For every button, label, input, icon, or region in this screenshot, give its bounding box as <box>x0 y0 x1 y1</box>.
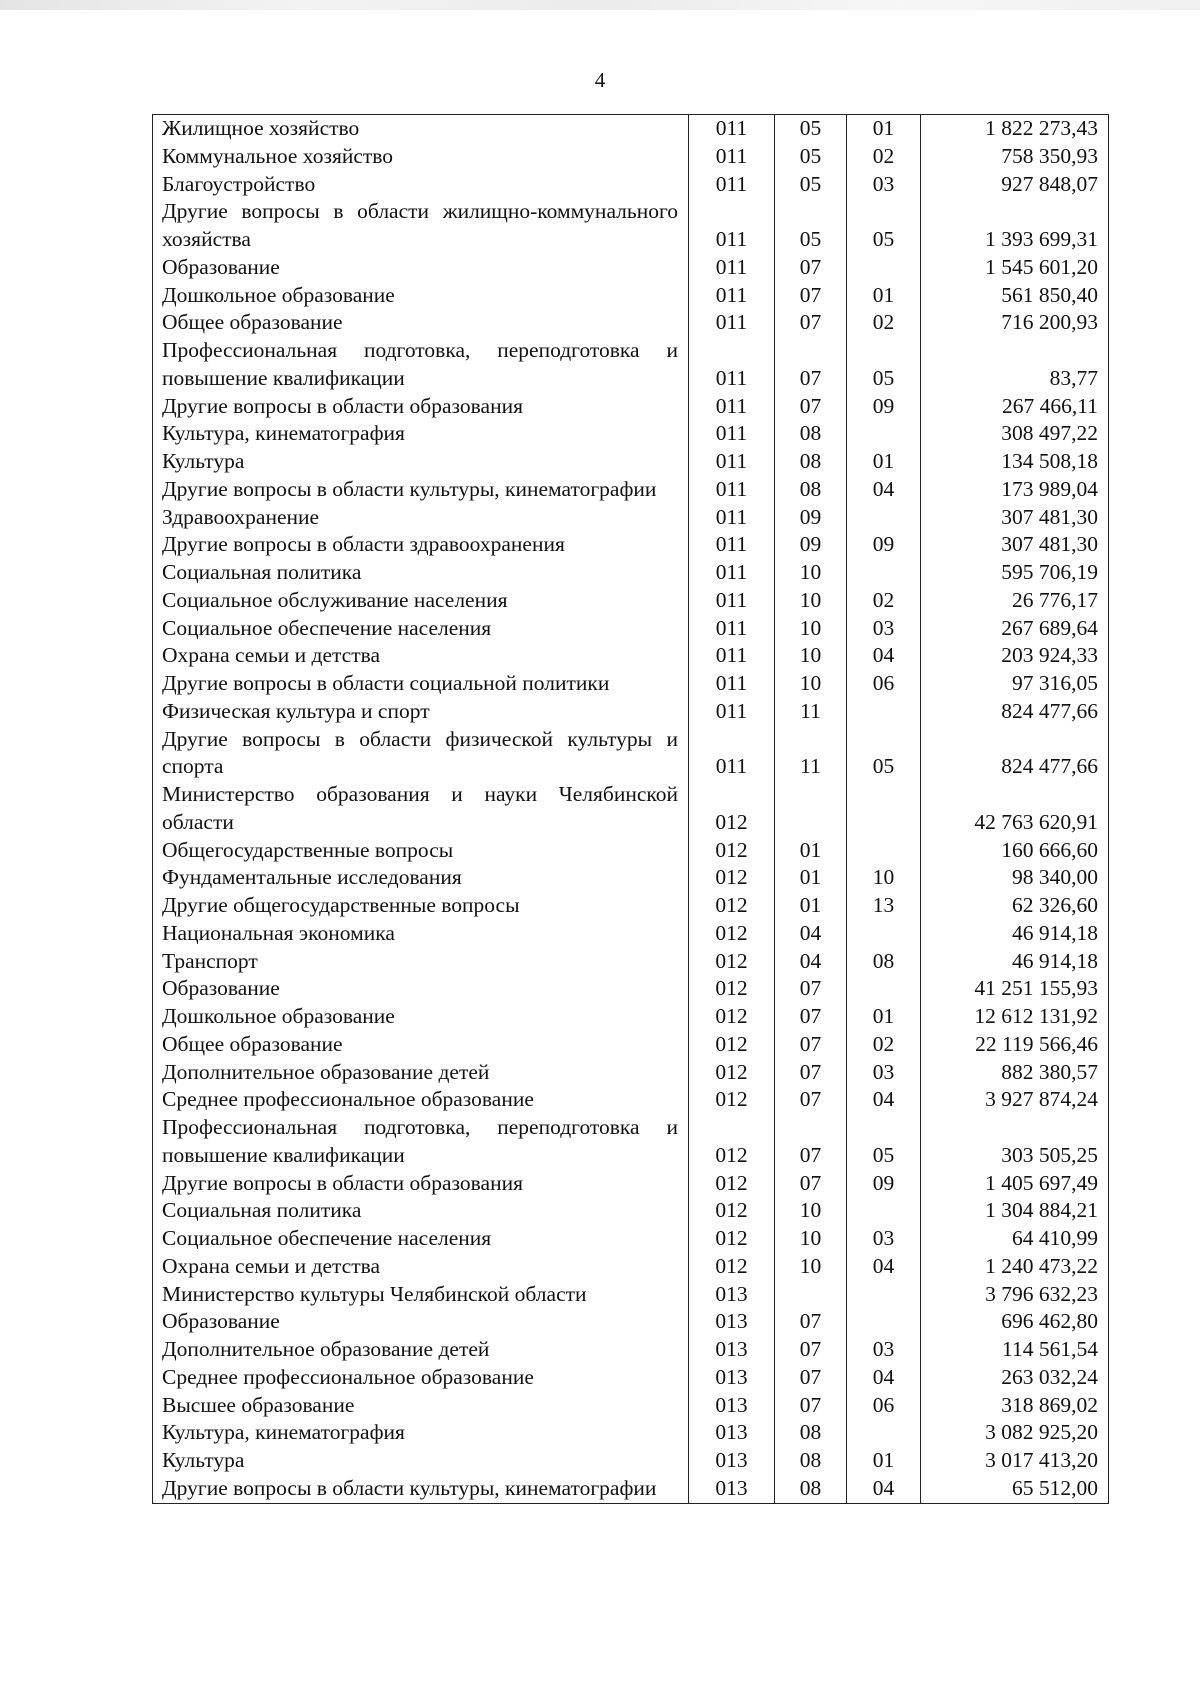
row-subsection-cell <box>847 559 921 587</box>
table-row <box>153 143 1109 171</box>
row-code-cell: 012 <box>689 920 775 948</box>
table-row <box>153 1419 1109 1447</box>
row-code-cell: 011 <box>689 504 775 532</box>
row-code-cell: 011 <box>689 587 775 615</box>
table-row <box>153 1225 1109 1253</box>
row-section-cell: 10 <box>775 1253 847 1281</box>
row-amount-cell: 882 380,57 <box>921 1059 1109 1087</box>
row-amount-cell: 1 545 601,20 <box>921 254 1109 282</box>
row-amount-cell: 1 304 884,21 <box>921 1197 1109 1225</box>
row-name-cell: Другие вопросы в области физической культуры и спорта <box>153 726 689 782</box>
row-name-cell: Образование <box>153 975 689 1003</box>
table-row <box>153 587 1109 615</box>
table-row <box>153 920 1109 948</box>
row-code-cell: 012 <box>689 1031 775 1059</box>
row-code-cell: 011 <box>689 615 775 643</box>
table-row <box>153 642 1109 670</box>
row-section-cell: 07 <box>775 309 847 337</box>
row-code-cell: 011 <box>689 420 775 448</box>
row-name-cell: Социальная политика <box>153 559 689 587</box>
table-row <box>153 864 1109 892</box>
row-section-cell: 08 <box>775 1419 847 1447</box>
row-section-cell: 08 <box>775 476 847 504</box>
row-subsection-cell <box>847 920 921 948</box>
row-section-cell <box>775 1281 847 1309</box>
row-amount-cell: 3 017 413,20 <box>921 1447 1109 1475</box>
row-amount-cell: 758 350,93 <box>921 143 1109 171</box>
row-section-cell: 07 <box>775 1170 847 1198</box>
row-code-cell: 011 <box>689 698 775 726</box>
row-amount-cell: 1 393 699,31 <box>921 198 1109 254</box>
row-amount-cell: 3 082 925,20 <box>921 1419 1109 1447</box>
row-amount-cell: 98 340,00 <box>921 864 1109 892</box>
row-name-cell: Среднее профессиональное образование <box>153 1086 689 1114</box>
row-amount-cell: 696 462,80 <box>921 1308 1109 1336</box>
row-section-cell: 04 <box>775 920 847 948</box>
row-name-cell: Общегосударственные вопросы <box>153 837 689 865</box>
table-row <box>153 420 1109 448</box>
row-name-cell: Коммунальное хозяйство <box>153 143 689 171</box>
row-section-cell: 01 <box>775 892 847 920</box>
row-subsection-cell: 05 <box>847 337 921 393</box>
row-subsection-cell: 01 <box>847 115 921 143</box>
row-section-cell: 10 <box>775 559 847 587</box>
row-code-cell: 011 <box>689 309 775 337</box>
table-row <box>153 1392 1109 1420</box>
row-subsection-cell: 03 <box>847 1059 921 1087</box>
row-section-cell: 08 <box>775 1447 847 1475</box>
row-subsection-cell <box>847 1419 921 1447</box>
row-name-cell: Образование <box>153 254 689 282</box>
row-subsection-cell: 13 <box>847 892 921 920</box>
row-section-cell: 11 <box>775 698 847 726</box>
budget-table <box>152 114 1109 1504</box>
row-name-cell: Профессиональная подготовка, переподготовка и повышение квалификации <box>153 1114 689 1170</box>
row-name-cell: Культура <box>153 1447 689 1475</box>
table-row <box>153 254 1109 282</box>
table-row <box>153 393 1109 421</box>
row-subsection-cell <box>847 420 921 448</box>
row-code-cell: 011 <box>689 448 775 476</box>
row-amount-cell: 308 497,22 <box>921 420 1109 448</box>
row-subsection-cell: 01 <box>847 1447 921 1475</box>
row-subsection-cell: 04 <box>847 1475 921 1503</box>
row-amount-cell: 173 989,04 <box>921 476 1109 504</box>
table-row <box>153 1031 1109 1059</box>
row-section-cell: 07 <box>775 282 847 310</box>
row-code-cell: 011 <box>689 143 775 171</box>
row-amount-cell: 46 914,18 <box>921 920 1109 948</box>
row-name-cell: Среднее профессиональное образование <box>153 1364 689 1392</box>
row-amount-cell: 318 869,02 <box>921 1392 1109 1420</box>
row-section-cell: 07 <box>775 975 847 1003</box>
row-name-cell: Дошкольное образование <box>153 282 689 310</box>
row-subsection-cell: 03 <box>847 1336 921 1364</box>
row-section-cell: 10 <box>775 1225 847 1253</box>
row-amount-cell: 716 200,93 <box>921 309 1109 337</box>
row-section-cell: 07 <box>775 1086 847 1114</box>
row-code-cell: 012 <box>689 892 775 920</box>
page-number: 4 <box>594 68 606 92</box>
row-code-cell: 012 <box>689 948 775 976</box>
table-row <box>153 1475 1109 1503</box>
row-code-cell: 011 <box>689 559 775 587</box>
row-amount-cell: 307 481,30 <box>921 531 1109 559</box>
table-row <box>153 559 1109 587</box>
table-row <box>153 1336 1109 1364</box>
row-section-cell: 07 <box>775 1392 847 1420</box>
table-row <box>153 1281 1109 1309</box>
row-section-cell: 07 <box>775 254 847 282</box>
row-name-cell: Профессиональная подготовка, переподготовка и повышение квалификации <box>153 337 689 393</box>
row-subsection-cell: 04 <box>847 1253 921 1281</box>
row-subsection-cell: 10 <box>847 864 921 892</box>
row-name-cell: Социальное обеспечение населения <box>153 1225 689 1253</box>
row-amount-cell: 42 763 620,91 <box>921 781 1109 837</box>
row-subsection-cell <box>847 698 921 726</box>
row-code-cell: 012 <box>689 864 775 892</box>
row-amount-cell: 64 410,99 <box>921 1225 1109 1253</box>
table-row <box>153 476 1109 504</box>
row-amount-cell: 12 612 131,92 <box>921 1003 1109 1031</box>
table-row <box>153 615 1109 643</box>
row-amount-cell: 22 119 566,46 <box>921 1031 1109 1059</box>
row-amount-cell: 267 466,11 <box>921 393 1109 421</box>
row-amount-cell: 824 477,66 <box>921 726 1109 782</box>
table-row <box>153 1308 1109 1336</box>
row-section-cell: 10 <box>775 615 847 643</box>
row-name-cell: Дошкольное образование <box>153 1003 689 1031</box>
row-subsection-cell: 06 <box>847 1392 921 1420</box>
row-subsection-cell: 02 <box>847 587 921 615</box>
row-section-cell: 08 <box>775 1475 847 1503</box>
row-amount-cell: 97 316,05 <box>921 670 1109 698</box>
row-subsection-cell: 05 <box>847 1114 921 1170</box>
row-amount-cell: 160 666,60 <box>921 837 1109 865</box>
row-name-cell: Другие вопросы в области культуры, кинематографии <box>153 1475 689 1503</box>
row-section-cell: 10 <box>775 1197 847 1225</box>
row-section-cell: 07 <box>775 1031 847 1059</box>
row-subsection-cell: 01 <box>847 282 921 310</box>
row-name-cell: Другие вопросы в области образования <box>153 1170 689 1198</box>
row-code-cell: 012 <box>689 1114 775 1170</box>
row-name-cell: Транспорт <box>153 948 689 976</box>
row-section-cell: 10 <box>775 587 847 615</box>
row-name-cell: Социальное обеспечение населения <box>153 615 689 643</box>
row-subsection-cell: 03 <box>847 171 921 199</box>
row-name-cell: Другие общегосударственные вопросы <box>153 892 689 920</box>
row-code-cell: 011 <box>689 254 775 282</box>
row-name-cell: Охрана семьи и детства <box>153 642 689 670</box>
row-code-cell: 013 <box>689 1447 775 1475</box>
row-code-cell: 011 <box>689 115 775 143</box>
row-code-cell: 011 <box>689 476 775 504</box>
budget-table-body <box>153 115 1109 1504</box>
row-code-cell: 011 <box>689 642 775 670</box>
row-amount-cell: 203 924,33 <box>921 642 1109 670</box>
row-subsection-cell: 03 <box>847 1225 921 1253</box>
row-subsection-cell <box>847 837 921 865</box>
row-amount-cell: 26 776,17 <box>921 587 1109 615</box>
scan-edge-artifact <box>0 0 1200 10</box>
row-name-cell: Другие вопросы в области образования <box>153 393 689 421</box>
row-name-cell: Образование <box>153 1308 689 1336</box>
table-row <box>153 337 1109 393</box>
row-code-cell: 011 <box>689 337 775 393</box>
row-name-cell: Культура, кинематография <box>153 1419 689 1447</box>
row-name-cell: Общее образование <box>153 309 689 337</box>
row-name-cell: Благоустройство <box>153 171 689 199</box>
row-code-cell: 012 <box>689 1253 775 1281</box>
table-row <box>153 1197 1109 1225</box>
row-amount-cell: 41 251 155,93 <box>921 975 1109 1003</box>
row-subsection-cell: 04 <box>847 1086 921 1114</box>
table-row <box>153 531 1109 559</box>
table-row <box>153 1059 1109 1087</box>
table-row <box>153 1170 1109 1198</box>
row-subsection-cell: 02 <box>847 309 921 337</box>
row-name-cell: Другие вопросы в области жилищно-коммунального хозяйства <box>153 198 689 254</box>
row-subsection-cell: 04 <box>847 642 921 670</box>
row-section-cell: 07 <box>775 393 847 421</box>
row-code-cell: 013 <box>689 1281 775 1309</box>
row-section-cell: 08 <box>775 448 847 476</box>
row-amount-cell: 3 927 874,24 <box>921 1086 1109 1114</box>
row-subsection-cell <box>847 504 921 532</box>
table-row <box>153 975 1109 1003</box>
row-section-cell: 05 <box>775 198 847 254</box>
table-row <box>153 698 1109 726</box>
table-row <box>153 726 1109 782</box>
row-subsection-cell: 06 <box>847 670 921 698</box>
table-row <box>153 1114 1109 1170</box>
row-code-cell: 012 <box>689 837 775 865</box>
table-row <box>153 670 1109 698</box>
row-code-cell: 013 <box>689 1419 775 1447</box>
row-section-cell: 08 <box>775 420 847 448</box>
table-row <box>153 1447 1109 1475</box>
row-code-cell: 012 <box>689 975 775 1003</box>
row-amount-cell: 114 561,54 <box>921 1336 1109 1364</box>
row-name-cell: Дополнительное образование детей <box>153 1059 689 1087</box>
row-amount-cell: 927 848,07 <box>921 171 1109 199</box>
row-code-cell: 012 <box>689 1197 775 1225</box>
row-subsection-cell: 09 <box>847 531 921 559</box>
table-row <box>153 948 1109 976</box>
table-row <box>153 504 1109 532</box>
table-row <box>153 1086 1109 1114</box>
row-section-cell: 07 <box>775 1364 847 1392</box>
row-code-cell: 012 <box>689 1059 775 1087</box>
row-section-cell: 10 <box>775 642 847 670</box>
table-row <box>153 115 1109 143</box>
row-name-cell: Министерство культуры Челябинской области <box>153 1281 689 1309</box>
row-code-cell: 012 <box>689 1003 775 1031</box>
table-row <box>153 892 1109 920</box>
row-code-cell: 011 <box>689 726 775 782</box>
row-section-cell: 07 <box>775 1336 847 1364</box>
row-code-cell: 011 <box>689 198 775 254</box>
row-name-cell: Дополнительное образование детей <box>153 1336 689 1364</box>
row-section-cell: 09 <box>775 504 847 532</box>
row-name-cell: Другие вопросы в области здравоохранения <box>153 531 689 559</box>
row-section-cell: 09 <box>775 531 847 559</box>
row-amount-cell: 303 505,25 <box>921 1114 1109 1170</box>
row-subsection-cell <box>847 781 921 837</box>
row-subsection-cell: 05 <box>847 198 921 254</box>
row-amount-cell: 307 481,30 <box>921 504 1109 532</box>
row-name-cell: Фундаментальные исследования <box>153 864 689 892</box>
row-subsection-cell: 08 <box>847 948 921 976</box>
row-name-cell: Другие вопросы в области социальной политики <box>153 670 689 698</box>
row-section-cell <box>775 781 847 837</box>
row-section-cell: 07 <box>775 1003 847 1031</box>
row-section-cell: 05 <box>775 115 847 143</box>
row-section-cell: 04 <box>775 948 847 976</box>
row-code-cell: 013 <box>689 1392 775 1420</box>
row-code-cell: 011 <box>689 171 775 199</box>
row-subsection-cell: 09 <box>847 393 921 421</box>
row-name-cell: Министерство образования и науки Челябинской области <box>153 781 689 837</box>
row-amount-cell: 263 032,24 <box>921 1364 1109 1392</box>
table-row <box>153 309 1109 337</box>
row-amount-cell: 62 326,60 <box>921 892 1109 920</box>
row-section-cell: 07 <box>775 1308 847 1336</box>
row-subsection-cell: 01 <box>847 448 921 476</box>
row-subsection-cell: 01 <box>847 1003 921 1031</box>
row-section-cell: 01 <box>775 864 847 892</box>
row-amount-cell: 267 689,64 <box>921 615 1109 643</box>
row-name-cell: Охрана семьи и детства <box>153 1253 689 1281</box>
row-subsection-cell <box>847 975 921 1003</box>
row-subsection-cell: 09 <box>847 1170 921 1198</box>
row-amount-cell: 561 850,40 <box>921 282 1109 310</box>
row-name-cell: Культура, кинематография <box>153 420 689 448</box>
row-code-cell: 012 <box>689 1086 775 1114</box>
table-row <box>153 1253 1109 1281</box>
row-section-cell: 05 <box>775 171 847 199</box>
table-row <box>153 198 1109 254</box>
row-subsection-cell <box>847 254 921 282</box>
row-section-cell: 07 <box>775 1114 847 1170</box>
row-amount-cell: 824 477,66 <box>921 698 1109 726</box>
table-row <box>153 837 1109 865</box>
row-code-cell: 013 <box>689 1364 775 1392</box>
row-subsection-cell: 04 <box>847 1364 921 1392</box>
row-code-cell: 013 <box>689 1336 775 1364</box>
row-section-cell: 07 <box>775 1059 847 1087</box>
row-name-cell: Жилищное хозяйство <box>153 115 689 143</box>
row-section-cell: 11 <box>775 726 847 782</box>
table-row <box>153 171 1109 199</box>
row-code-cell: 011 <box>689 670 775 698</box>
row-code-cell: 011 <box>689 282 775 310</box>
row-subsection-cell <box>847 1281 921 1309</box>
row-amount-cell: 3 796 632,23 <box>921 1281 1109 1309</box>
row-amount-cell: 595 706,19 <box>921 559 1109 587</box>
row-name-cell: Другие вопросы в области культуры, кинематографии <box>153 476 689 504</box>
row-code-cell: 012 <box>689 781 775 837</box>
row-section-cell: 01 <box>775 837 847 865</box>
row-code-cell: 012 <box>689 1170 775 1198</box>
row-name-cell: Социальное обслуживание населения <box>153 587 689 615</box>
row-subsection-cell: 02 <box>847 143 921 171</box>
table-row <box>153 781 1109 837</box>
row-name-cell: Здравоохранение <box>153 504 689 532</box>
row-subsection-cell: 03 <box>847 615 921 643</box>
row-name-cell: Высшее образование <box>153 1392 689 1420</box>
table-row <box>153 282 1109 310</box>
row-amount-cell: 1 405 697,49 <box>921 1170 1109 1198</box>
row-section-cell: 10 <box>775 670 847 698</box>
row-subsection-cell: 02 <box>847 1031 921 1059</box>
row-subsection-cell: 04 <box>847 476 921 504</box>
table-row <box>153 1364 1109 1392</box>
row-subsection-cell: 05 <box>847 726 921 782</box>
row-amount-cell: 46 914,18 <box>921 948 1109 976</box>
table-row <box>153 1003 1109 1031</box>
row-code-cell: 011 <box>689 531 775 559</box>
row-name-cell: Культура <box>153 448 689 476</box>
row-section-cell: 05 <box>775 143 847 171</box>
row-amount-cell: 65 512,00 <box>921 1475 1109 1503</box>
row-amount-cell: 1 240 473,22 <box>921 1253 1109 1281</box>
row-code-cell: 011 <box>689 393 775 421</box>
table-row <box>153 448 1109 476</box>
row-subsection-cell <box>847 1308 921 1336</box>
row-name-cell: Национальная экономика <box>153 920 689 948</box>
row-subsection-cell <box>847 1197 921 1225</box>
row-section-cell: 07 <box>775 337 847 393</box>
row-amount-cell: 134 508,18 <box>921 448 1109 476</box>
row-amount-cell: 1 822 273,43 <box>921 115 1109 143</box>
row-amount-cell: 83,77 <box>921 337 1109 393</box>
row-name-cell: Физическая культура и спорт <box>153 698 689 726</box>
row-code-cell: 012 <box>689 1225 775 1253</box>
row-code-cell: 013 <box>689 1308 775 1336</box>
row-name-cell: Социальная политика <box>153 1197 689 1225</box>
row-name-cell: Общее образование <box>153 1031 689 1059</box>
row-code-cell: 013 <box>689 1475 775 1503</box>
